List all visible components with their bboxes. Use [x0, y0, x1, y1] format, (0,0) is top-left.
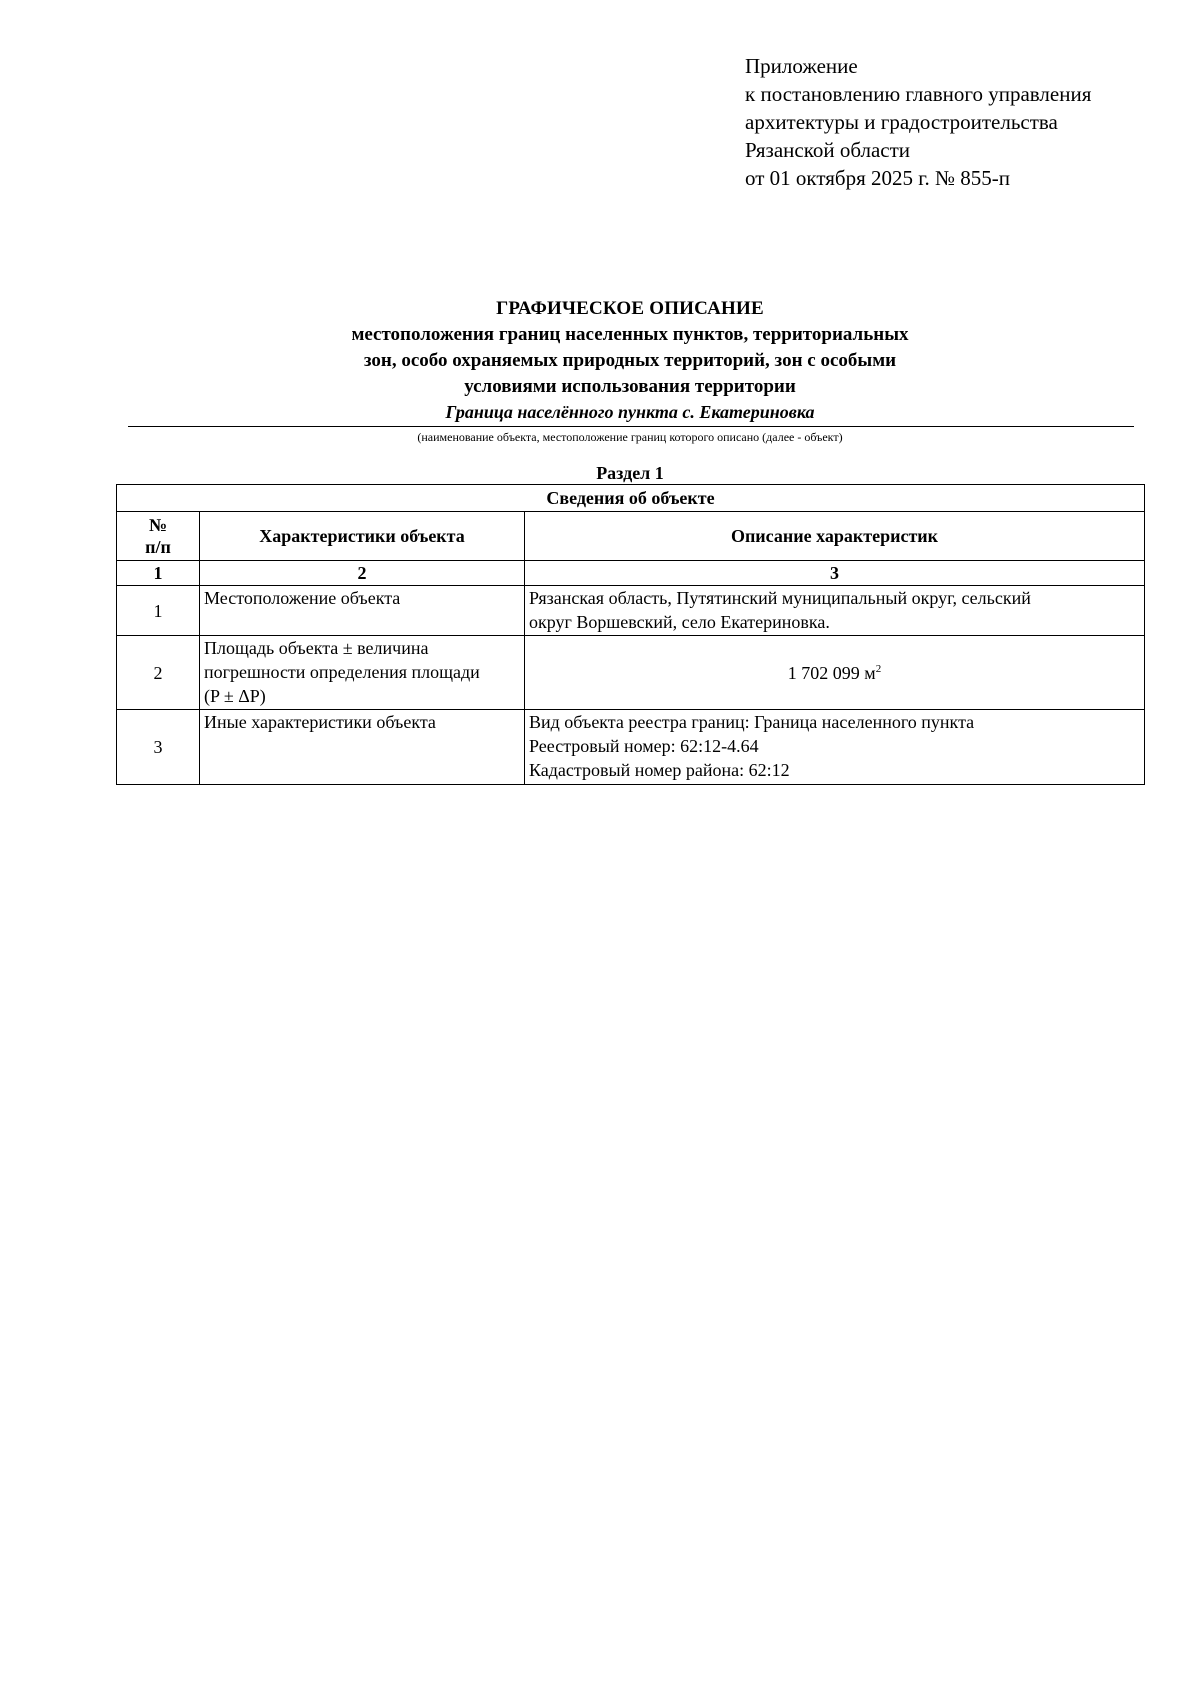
header-characteristics: Характеристики объекта	[200, 512, 525, 561]
title-line: местоположения границ населенных пунктов, территориальных	[351, 324, 909, 345]
description-line: Вид объекта реестра границ: Граница населенного пункта	[529, 712, 975, 732]
header-description: Описание характеристик	[525, 512, 1145, 561]
column-number: 3	[525, 561, 1145, 586]
description-line: Рязанская область, Путятинский муниципальный округ, сельский	[529, 588, 1031, 608]
column-number-row	[117, 561, 1145, 586]
appendix-line: Приложение	[745, 54, 858, 78]
description-line: округ Воршевский, село Екатериновка.	[529, 612, 830, 632]
characteristic-line: погрешности определения площади	[204, 662, 480, 682]
table-row	[117, 636, 1145, 710]
column-number: 2	[200, 561, 525, 586]
area-value: 1 702 099 м	[787, 662, 876, 683]
table-row	[117, 586, 1145, 636]
object-name-underline	[128, 426, 1134, 427]
appendix-block	[745, 52, 1091, 192]
header-num-line2: п/п	[145, 537, 171, 557]
object-name: Граница населённого пункта с. Екатериновка	[445, 402, 815, 422]
appendix-line: архитектуры и градостроительства	[745, 110, 1058, 134]
description-line: Реестровый номер: 62:12-4.64	[529, 736, 759, 756]
header-num-line1: №	[148, 515, 168, 535]
characteristic-line: Площадь объекта ± величина	[204, 638, 429, 658]
document-title	[120, 296, 1140, 400]
row-number: 3	[117, 710, 200, 785]
title-main: ГРАФИЧЕСКОЕ ОПИСАНИЕ	[496, 298, 764, 319]
row-characteristic	[200, 636, 525, 710]
area-unit-superscript: 2	[875, 662, 882, 675]
row-description	[525, 636, 1145, 710]
row-description	[525, 586, 1145, 636]
header-num	[117, 512, 200, 561]
appendix-line: Рязанской области	[745, 138, 911, 162]
title-line: зон, особо охраняемых природных территорий, зон с особыми	[363, 350, 897, 371]
appendix-line: к постановлению главного управления	[745, 82, 1092, 106]
table-row	[117, 710, 1145, 785]
characteristic-line: (P ± ΔP)	[204, 686, 266, 706]
row-number: 2	[117, 636, 200, 710]
table-header-row	[117, 512, 1145, 561]
section-title: Раздел 1	[596, 463, 664, 483]
column-number: 1	[117, 561, 200, 586]
row-characteristic: Иные характеристики объекта	[200, 710, 525, 785]
table-caption: Сведения об объекте	[117, 485, 1145, 512]
table-caption-row	[117, 485, 1145, 512]
row-characteristic: Местоположение объекта	[200, 586, 525, 636]
description-line: Кадастровый номер района: 62:12	[529, 760, 790, 780]
object-info-table	[116, 484, 1145, 785]
row-number: 1	[117, 586, 200, 636]
title-line: условиями использования территории	[464, 376, 796, 397]
row-description	[525, 710, 1145, 785]
object-caption: (наименование объекта, местоположение границ которого описано (далее - объект)	[417, 430, 843, 444]
appendix-line: от 01 октября 2025 г. № 855-п	[745, 166, 1010, 190]
